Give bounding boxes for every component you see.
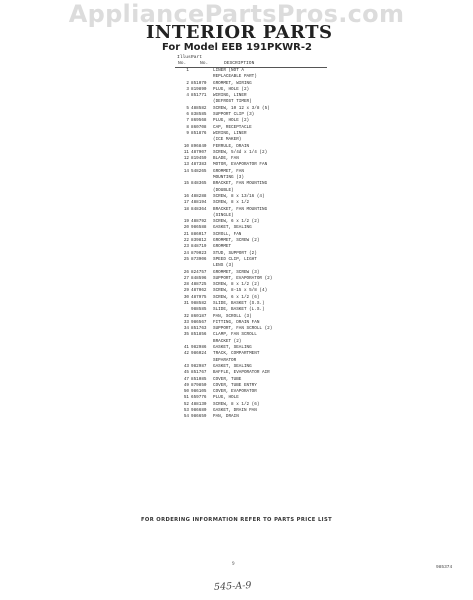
part-description: SLIDE, BASKET (S.S.)	[213, 300, 265, 306]
part-description: STUD, SUPPORT (2)	[213, 250, 257, 256]
part-number: 851085	[191, 376, 207, 382]
part-number: 488792	[191, 219, 207, 225]
part-description: SCROLL, FAN	[213, 231, 242, 237]
handwritten-note: 545-A-9	[213, 580, 252, 593]
illus-number: 11	[183, 149, 189, 155]
column-header-illus-no: No.	[178, 61, 187, 66]
part-number: 986588	[191, 225, 207, 231]
part-description: SCREW, 10 12 x 3/8 (5)	[213, 105, 270, 111]
ordering-footer: FOR ORDERING INFORMATION REFER TO PARTS PRICE LIST	[140, 517, 333, 523]
illus-number: 23	[183, 244, 189, 250]
part-number: 848596	[191, 275, 207, 281]
part-description: LENS (3)	[213, 263, 234, 269]
part-description: FERRULE, DRAIN	[213, 143, 250, 149]
part-number: 851771	[191, 93, 207, 99]
part-number: 488725	[191, 282, 207, 288]
part-number: 824757	[191, 269, 207, 275]
part-number: 548265	[191, 168, 207, 174]
illus-number: 9	[186, 130, 189, 136]
part-description: BRACKET (2)	[213, 338, 242, 344]
part-number: 879850	[191, 382, 207, 388]
illus-number: 20	[183, 225, 189, 231]
illus-number: 22	[183, 238, 189, 244]
part-description: BRACKET, FAN MOUNTING	[213, 206, 268, 212]
illus-number: 54	[183, 414, 189, 420]
illus-number: 25	[183, 256, 189, 262]
part-description: (ICE MAKER)	[213, 137, 242, 143]
part-description: SLIDE, BASKET (L.S.)	[213, 307, 265, 313]
illus-number: 15	[183, 181, 189, 187]
illus-number: 3	[186, 86, 189, 92]
part-number: 982987	[191, 363, 207, 369]
part-description: SCREW, 5/4d x 1/4 (2)	[213, 149, 268, 155]
illus-number: 1	[186, 68, 189, 73]
part-number: 988582	[191, 300, 207, 306]
part-description: COVER, EVAPORATOR	[213, 389, 257, 395]
part-number: 487907	[191, 149, 207, 155]
watermark: AppliancePartsPros.com	[68, 0, 405, 28]
illus-number: 12	[183, 156, 189, 162]
part-description: LINER (NOT A	[213, 68, 244, 73]
part-description: PLUG, HOLE (2)	[213, 86, 250, 92]
page-number: 9	[232, 562, 235, 567]
part-description: PLUG, HOLE (2)	[213, 118, 250, 124]
part-description: CLAMP, FAN SCROLL	[213, 332, 257, 338]
part-description: BLADE, FAN	[213, 156, 239, 162]
illus-number: 2	[186, 80, 189, 86]
part-number: 487383	[191, 162, 207, 168]
part-description: WIRING, LINER	[213, 93, 247, 99]
illus-number: 5	[186, 105, 189, 111]
illus-number: 16	[183, 193, 189, 199]
part-number: 851876	[191, 130, 207, 136]
part-number: 839812	[191, 238, 207, 244]
part-description: PLUG, HOLE	[213, 395, 239, 401]
illus-number: 31	[183, 300, 189, 306]
part-description: FITTING, DRAIN FAN	[213, 319, 260, 325]
illus-number: 18	[183, 206, 189, 212]
illus-number: 27	[183, 275, 189, 281]
part-number: 886017	[191, 231, 207, 237]
illus-number: 29	[183, 288, 189, 294]
illus-number: 34	[183, 326, 189, 332]
part-description: SCREW, 6 x 1/2 (6)	[213, 294, 260, 300]
illus-number: 51	[183, 395, 189, 401]
illus-number: 53	[183, 408, 189, 414]
part-number: 848364	[191, 206, 207, 212]
part-number: 488194	[191, 200, 207, 206]
illus-number: 41	[183, 345, 189, 351]
illus-number: 10	[183, 143, 189, 149]
part-number: 487062	[191, 288, 207, 294]
part-description: GROMMET	[213, 244, 232, 250]
part-number: 487975	[191, 294, 207, 300]
illus-number: 4	[186, 93, 189, 99]
part-description: WIRING, LINER	[213, 130, 247, 136]
part-number: 838585	[191, 112, 207, 118]
part-description: MOUNTING (3)	[213, 175, 244, 181]
part-description: SCREW, 6 x 1/2 (2)	[213, 219, 260, 225]
part-description: CAP, RECEPTACLE	[213, 124, 252, 130]
part-number: 848719	[191, 244, 207, 250]
illus-number: 24	[183, 250, 189, 256]
illus-number: 7	[186, 118, 189, 124]
column-header-description: DESCRIPTION	[224, 61, 255, 66]
model-subtitle: For Model EEB 191PKWR-2	[162, 42, 312, 53]
part-description: (DOUBLE)	[213, 187, 234, 193]
illus-number: 49	[183, 382, 189, 388]
part-description: SUPPORT, FAN SCROLL (2)	[213, 326, 273, 332]
part-description: COVER, TUBE ENTRY	[213, 382, 257, 388]
part-number: 848365	[191, 181, 207, 187]
part-description: SCREW, 8 x 1/2 (6)	[213, 401, 260, 407]
illus-number: 47	[183, 376, 189, 382]
part-description: PAN, DRAIN	[213, 414, 239, 420]
part-description: (DEFROST TIMER)	[213, 99, 252, 105]
part-description: REPLACEABLE PART)	[213, 74, 257, 80]
illus-number: 26	[183, 269, 189, 275]
part-number: 879023	[191, 250, 207, 256]
part-description: GROMMET, FAN	[213, 168, 244, 174]
part-number: 860708	[191, 124, 207, 130]
illus-number: 45	[183, 370, 189, 376]
part-description: PAN, SCROLL (3)	[213, 313, 252, 319]
illus-number: 42	[183, 351, 189, 357]
part-description: GROMMET, SCREW (3)	[213, 269, 260, 275]
page-title: INTERIOR PARTS	[146, 22, 333, 43]
part-description: SUPPORT CLIP (3)	[213, 112, 255, 118]
part-description: GASKET, SEALING	[213, 345, 252, 351]
column-header-part-no: No.	[200, 61, 209, 66]
part-description: (SINGLE)	[213, 212, 234, 218]
part-number: 986680	[191, 408, 207, 414]
part-description: GROMMET, SCREW (2)	[213, 238, 260, 244]
illus-number: 52	[183, 401, 189, 407]
illus-number: 14	[183, 168, 189, 174]
part-description: SCREW, 8 x 1/2 (2)	[213, 282, 260, 288]
illus-number: 8	[186, 124, 189, 130]
part-number: 851070	[191, 80, 207, 86]
document-code: 985374	[436, 565, 453, 570]
part-number: 986659	[191, 414, 207, 420]
column-header-part: Part	[191, 55, 203, 60]
part-description: GASKET, SEALING	[213, 225, 252, 231]
illus-number: 35	[183, 332, 189, 338]
part-description: MOTOR, EVAPORATOR FAN	[213, 162, 268, 168]
illus-number: 19	[183, 219, 189, 225]
part-description: GASKET, SEALING	[213, 363, 252, 369]
illus-number: 17	[183, 200, 189, 206]
part-description: SCREW, 8 x 13/16 (4)	[213, 193, 265, 199]
part-description: SEPARATOR	[213, 357, 237, 363]
part-number: 869568	[191, 118, 207, 124]
part-description: BRACKET, FAN MOUNTING	[213, 181, 268, 187]
illus-number: 21	[183, 231, 189, 237]
illus-number: 43	[183, 363, 189, 369]
part-number: 860187	[191, 313, 207, 319]
column-header-illus: Illus.	[177, 55, 194, 60]
part-description: GROMMET, WIRING	[213, 80, 252, 86]
part-number: 819890	[191, 86, 207, 92]
part-description: SUPPORT, EVAPORATOR (2)	[213, 275, 273, 281]
part-number: 986567	[191, 319, 207, 325]
part-description: TRACK, COMPARTMENT	[213, 351, 260, 357]
illus-number: 32	[183, 313, 189, 319]
illus-number: 33	[183, 319, 189, 325]
part-number: 986105	[191, 389, 207, 395]
part-number: 873906	[191, 256, 207, 262]
part-description: BAFFLE, EVAPORATOR AIR	[213, 370, 270, 376]
parts-list	[176, 68, 336, 421]
part-number: 982986	[191, 345, 207, 351]
part-number: 986024	[191, 351, 207, 357]
part-number: 488130	[191, 401, 207, 407]
part-description: COVER, TUBE	[213, 376, 242, 382]
part-description: GASKET, DRAIN PAN	[213, 408, 257, 414]
part-number: 488582	[191, 105, 207, 111]
illus-number: 28	[183, 282, 189, 288]
part-description: SPEED CLIP, LIGHT	[213, 256, 257, 262]
part-number: 488288	[191, 193, 207, 199]
illus-number: 30	[183, 294, 189, 300]
part-description: SCREW, 8-15 x 5/8 (4)	[213, 288, 268, 294]
part-number: 988585	[191, 307, 207, 313]
part-number: 819459	[191, 156, 207, 162]
illus-number: 50	[183, 389, 189, 395]
illus-number: 13	[183, 162, 189, 168]
part-number: 851763	[191, 326, 207, 332]
illus-number: 6	[186, 112, 189, 118]
part-description: SCREW, 8 x 1/2	[213, 200, 250, 206]
part-number: 851767	[191, 370, 207, 376]
part-number: 851856	[191, 332, 207, 338]
parts-row	[176, 414, 336, 420]
part-number: 659776	[191, 395, 207, 401]
part-number: 896840	[191, 143, 207, 149]
